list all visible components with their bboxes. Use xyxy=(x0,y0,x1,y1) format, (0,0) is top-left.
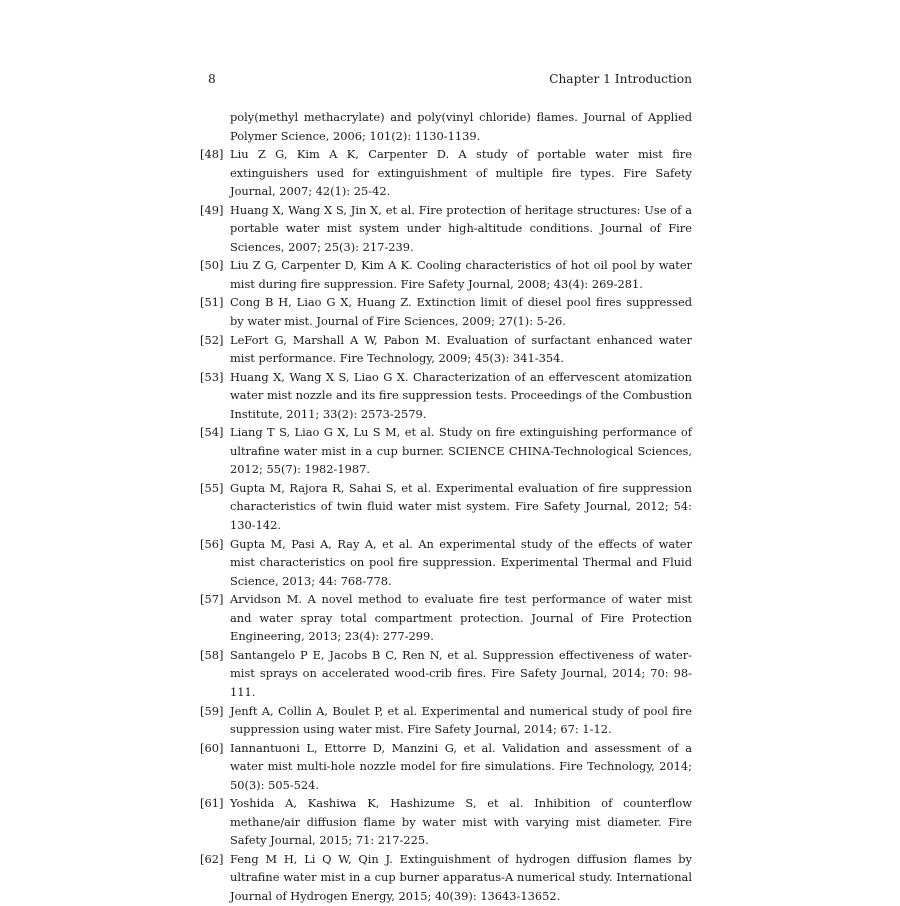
reference-text: Gupta M, Rajora R, Sahai S, et al. Experimental evaluation of fire suppression characteristics of twin fluid water mist system. Fire Safety Journal, 2012; 54: 130-142. xyxy=(230,480,692,533)
reference-number: [57] xyxy=(200,592,224,607)
reference-text: Feng M H, Li Q W, Qin J. Extinguishment of hydrogen diffusion flames by ultrafine water mist in a cup burner apparatus-A numerical study. International Journal of Hydrogen Energy, 2015; 40(39): 13643-13652. xyxy=(230,851,692,903)
reference-text: Santangelo P E, Jacobs B C, Ren N, et al. Suppression effectiveness of water-mist sprays on accelerated wood-crib fires. Fire Safety Journal, 2014; 70: 98-111. xyxy=(230,647,692,699)
reference-item xyxy=(200,535,692,591)
reference-list xyxy=(200,108,692,906)
reference-text: Arvidson M. A novel method to evaluate fire test performance of water mist and water spray total compartment protection. Journal of Fire Protection Engineering, 2013; 23(4): 277-299. xyxy=(230,592,692,644)
page-header xyxy=(208,72,692,90)
reference-number: [56] xyxy=(200,536,224,551)
reference-item xyxy=(200,368,692,424)
reference-number: [50] xyxy=(200,258,224,273)
reference-item xyxy=(200,739,692,795)
reference-text: Liang T S, Liao G X, Lu S M, et al. Study on fire extinguishing performance of ultrafine water mist in a cup burner. SCIENCE CHINA-Technological Sciences, 2012; 55(7): 1982-1987. xyxy=(230,425,692,477)
reference-item xyxy=(200,850,692,906)
reference-number: [61] xyxy=(200,796,224,811)
reference-item xyxy=(200,331,692,368)
reference-number: [60] xyxy=(200,740,224,755)
reference-number: [49] xyxy=(200,202,224,217)
reference-text: LeFort G, Marshall A W, Pabon M. Evaluation of surfactant enhanced water mist performance. Fire Technology, 2009; 45(3): 341-354. xyxy=(230,332,692,366)
reference-text: Gupta M, Pasi A, Ray A, et al. An experimental study of the effects of water mist characteristics on pool fire suppression. Experimental Thermal and Fluid Science, 2013; 44: 768-778. xyxy=(230,536,692,588)
running-head: Chapter 1 Introduction xyxy=(549,72,692,86)
reference-item xyxy=(200,293,692,330)
reference-text: Cong B H, Liao G X, Huang Z. Extinction limit of diesel pool fires suppressed by water mist. Journal of Fire Sciences, 2009; 27(1): 5-26. xyxy=(230,295,692,329)
reference-number: [59] xyxy=(200,703,224,718)
page-number: 8 xyxy=(208,72,216,86)
reference-number: [54] xyxy=(200,425,224,440)
reference-item xyxy=(200,479,692,535)
reference-item xyxy=(200,702,692,739)
reference-text: Huang X, Wang X S, Liao G X. Characterization of an effervescent atomization water mist nozzle and its fire suppression tests. Proceedings of the Combustion Institute, 2011; 33(2): 2573-2579. xyxy=(230,369,692,421)
reference-item xyxy=(200,423,692,479)
reference-number: [52] xyxy=(200,332,224,347)
reference-item xyxy=(200,201,692,257)
reference-item xyxy=(200,794,692,850)
reference-item xyxy=(200,256,692,293)
reference-text: Iannantuoni L, Ettorre D, Manzini G, et al. Validation and assessment of a water mist multi-hole nozzle model for fire simulations. Fire Technology, 2014; 50(3): 505-524. xyxy=(230,740,692,792)
reference-number: [51] xyxy=(200,295,224,310)
reference-text: Liu Z G, Carpenter D, Kim A K. Cooling characteristics of hot oil pool by water mist during fire suppression. Fire Safety Journal, 2008; 43(4): 269-281. xyxy=(230,258,692,291)
reference-number: [55] xyxy=(200,480,224,495)
reference-number: [53] xyxy=(200,369,224,384)
reference-number: [48] xyxy=(200,147,224,162)
reference-continuation: poly(methyl methacrylate) and poly(vinyl chloride) flames. Journal of Applied Polymer Science, 2006; 101(2): 1130-1139. xyxy=(230,110,692,143)
reference-text: Huang X, Wang X S, Jin X, et al. Fire protection of heritage structures: Use of a portable water mist system under high-altitude conditions. Journal of Fire Sciences, 2007; 25(3): 217-239. xyxy=(230,202,692,254)
reference-item xyxy=(200,590,692,646)
reference-text: Jenft A, Collin A, Boulet P, et al. Experimental and numerical study of pool fire suppression using water mist. Fire Safety Journal, 2014; 67: 1-12. xyxy=(230,703,692,737)
reference-number: [58] xyxy=(200,647,224,662)
reference-number: [62] xyxy=(200,851,224,866)
reference-item xyxy=(200,145,692,201)
reference-text: Liu Z G, Kim A K, Carpenter D. A study of portable water mist fire extinguishers used for extinguishment of multiple fire types. Fire Safety Journal, 2007; 42(1): 25-42. xyxy=(230,147,692,199)
reference-item xyxy=(200,646,692,702)
reference-text: Yoshida A, Kashiwa K, Hashizume S, et al. Inhibition of counterflow methane/air diffusion flame by water mist with varying mist diameter. Fire Safety Journal, 2015; 71: 217-225. xyxy=(230,796,692,848)
